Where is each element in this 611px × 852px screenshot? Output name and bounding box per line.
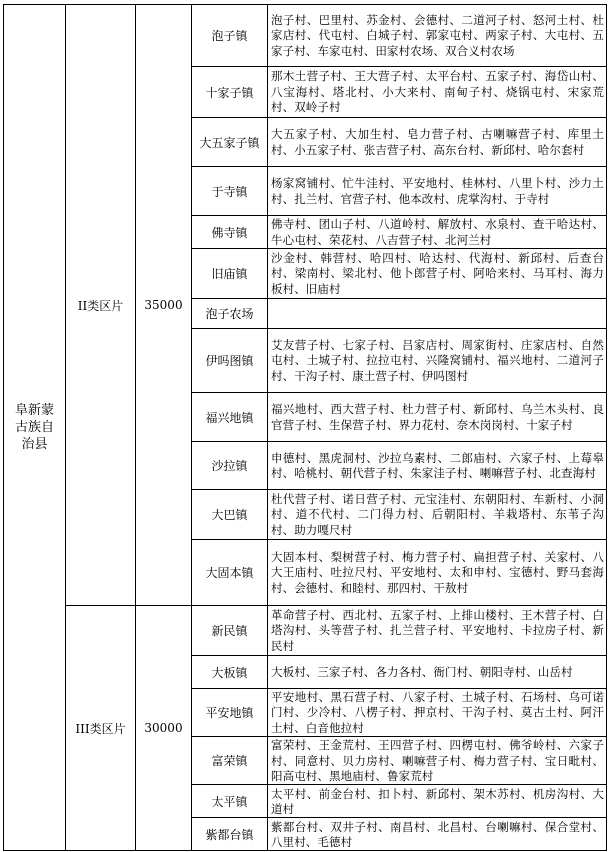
town-name: 太平镇	[192, 785, 268, 818]
price-cell: 30000	[136, 606, 192, 851]
village-list: 平安地村、黑石营子村、八家子村、土城子村、石场村、乌可诺门村、少冷村、八楞子村、押京村、干沟子村、莫古土村、阿汗土村、白音他拉村	[268, 689, 607, 737]
village-list: 佛寺村、团山子村、八道岭村、解放村、水泉村、查干哈达村、牛心屯村、荣花村、八吉营子村、北河兰村	[268, 216, 607, 249]
town-name: 十家子镇	[192, 67, 268, 118]
county-cell	[4, 5, 66, 851]
town-name: 大巴镇	[192, 490, 268, 540]
town-name: 佛寺镇	[192, 216, 268, 249]
town-name: 富荣镇	[192, 737, 268, 785]
village-list: 申德村、黑虎洞村、沙拉乌素村、二郎庙村、六家子村、上莓皋村、哈桃村、朝代营子村、朱家洼子村、喇嘛营子村、北查海村	[268, 442, 607, 490]
village-list: 福兴地村、西大营子村、杜力营子村、新邱村、乌兰木头村、良官营子村、生保营子村、界力花村、奈木岗岗村、十家子村	[268, 393, 607, 442]
village-list: 革命营子村、西北村、五家子村、上排山楼村、王木营子村、白塔沟村、头等营子村、扎兰营子村、平安地村、卡拉房子村、新民村	[268, 606, 607, 656]
town-name: 泡子农场	[192, 299, 268, 329]
village-list: 大五家子村、大加生村、皂力营子村、古喇嘛营子村、库里土村、小五家子村、张吉营子村、高东台村、新邱村、哈尔套村	[268, 118, 607, 167]
town-name: 大固本镇	[192, 540, 268, 606]
village-list	[268, 299, 607, 329]
village-list: 富荣村、王金荒村、王四营子村、四楞屯村、佛爷岭村、六家子村、同意村、贝力房村、喇嘛营子村、梅力营子村、宝日毗村、阳高屯村、黑地庙村、鲁家荒村	[268, 737, 607, 785]
village-list: 沙金村、韩营村、哈四村、哈达村、代海村、新邱村、后查台村、梁南村、梁北村、他卜郎营子村、阿哈来村、马耳村、海力板村、旧庙村	[268, 249, 607, 299]
village-list: 紫都台村、双井子村、南昌村、北昌村、台喇嘛村、保合堂村、八里村、毛德村	[268, 818, 607, 851]
town-name: 泡子镇	[192, 5, 268, 67]
village-list: 大固本村、梨树营子村、梅力营子村、扁担营子村、关家村、八大王庙村、吐拉尺村、平安地村、太和申村、宝德村、野马套海村、会德村、和睦村、那四村、干敖村	[268, 540, 607, 606]
price-cell: 35000	[136, 5, 192, 606]
county-name: 阜新蒙古族自治县	[14, 403, 54, 453]
village-list: 那木土营子村、王大营子村、太平台村、五家子村、海岱山村、八宝海村、塔北村、小大来村、南甸子村、烧锅屯村、宋家荒村、双岭子村	[268, 67, 607, 118]
zone-cell: II类区片	[66, 5, 136, 606]
town-name: 伊吗图镇	[192, 329, 268, 393]
table-row	[4, 606, 607, 656]
village-list: 艾友营子村、七家子村、吕家店村、周家街村、庄家店村、自然屯村、土城子村、拉拉屯村、兴隆窝铺村、福兴地村、二道河子村、干沟子村、康土营子村、伊吗图村	[268, 329, 607, 393]
village-list: 杨家窝铺村、忙牛洼村、平安地村、桂林村、八里卜村、沙力土村、扎兰村、官营子村、他本改村、虎掌沟村、于寺村	[268, 167, 607, 216]
zone-cell: III类区片	[66, 606, 136, 851]
town-name: 旧庙镇	[192, 249, 268, 299]
village-list: 泡子村、巴里村、苏金村、会德村、二道河子村、怒河土村、杜家店村、代屯村、白城子村、郭家屯村、两家子村、大屯村、五家子村、车家屯村、田家村农场、双合义村农场	[268, 5, 607, 67]
town-name: 沙拉镇	[192, 442, 268, 490]
village-list: 大板村、三家子村、各力各村、衙门村、朝阳寺村、山岳村	[268, 656, 607, 689]
town-name: 紫都台镇	[192, 818, 268, 851]
land-price-table	[3, 4, 607, 851]
table-row	[4, 5, 607, 67]
town-name: 于寺镇	[192, 167, 268, 216]
village-list: 太平村、前金台村、扣卜村、新邱村、架木苏村、机房沟村、大道村	[268, 785, 607, 818]
town-name: 平安地镇	[192, 689, 268, 737]
town-name: 大板镇	[192, 656, 268, 689]
town-name: 福兴地镇	[192, 393, 268, 442]
town-name: 大五家子镇	[192, 118, 268, 167]
town-name: 新民镇	[192, 606, 268, 656]
village-list: 杜代营子村、诺日营子村、元宝洼村、东朝阳村、车新村、小洞村、道不代村、二门得力村、后朝阳村、羊栽塔村、东苇子沟村、助力嘎尺村	[268, 490, 607, 540]
